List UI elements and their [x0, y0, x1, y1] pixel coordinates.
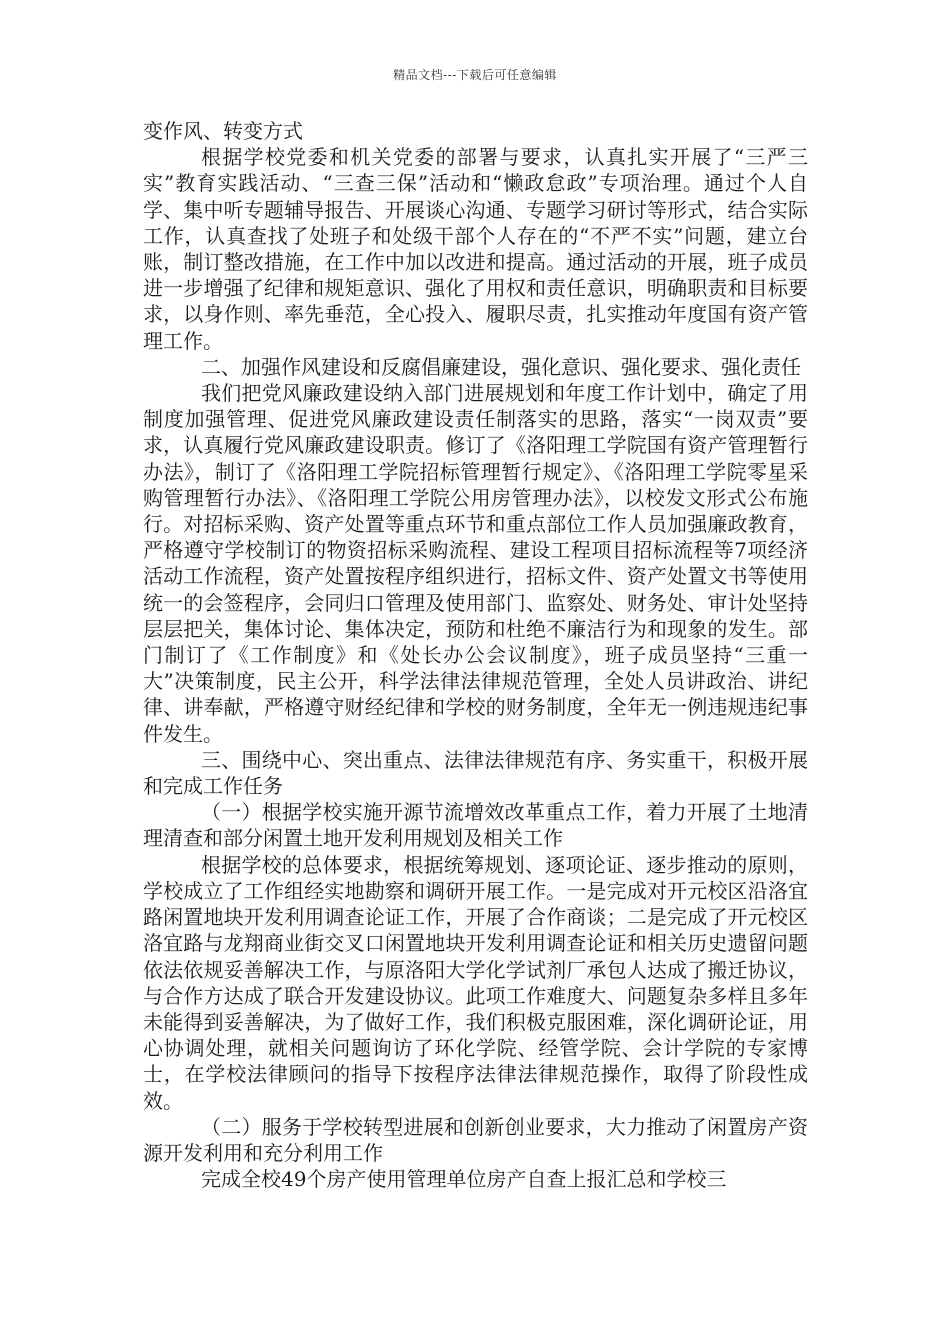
paragraph: 根据学校党委和机关党委的部署与要求，认真扎实开展了“三严三实”教育实践活动、“三查三保”活动和“懒政怠政”专项治理。通过个人自学、集中听专题辅导报告、开展谈心沟通、专题学习研讨等形式，结合实际工作，认真查找了处班子和处级干部个人存在的“不严不实”问题，建立台账，制订整改措施，在工作中加以改进和提高。通过活动的开展，班子成员进一步增强了纪律和规矩意识、强化了用权和责任意识，明确职责和目标要求，以身作则、率先垂范，全心投入、履职尽责，扎实推动年度国有资产管理工作。	[143, 145, 808, 353]
section-heading-3: 三、围绕中心、突出重点、法律法律规范有序、务实重干，积极开展和完成工作任务	[143, 747, 808, 799]
page-header: 精品文档---下载后可任意编辑	[393, 68, 557, 82]
subsection-heading-2: （二）服务于学校转型进展和创新创业要求，大力推动了闲置房产资源开发利用和充分利用工作	[143, 1114, 808, 1165]
paragraph: 完成全校49个房产使用管理单位房产自查上报汇总和学校三	[201, 1167, 727, 1192]
subsection-heading-1: （一）根据学校实施开源节流增效改革重点工作，着力开展了土地清理清查和部分闲置土地开发利用规划及相关工作	[143, 800, 808, 851]
section-heading-2: 二、加强作风建设和反腐倡廉建设，强化意识、强化要求、强化责任	[201, 354, 801, 379]
paragraph: 我们把党风廉政建设纳入部门进展规划和年度工作计划中，确定了用制度加强管理、促进党风廉政建设责任制落实的思路，落实“一岗双责”要求，认真履行党风廉政建设职责。修订了《洛阳理工学院国有资产管理暂行办法》，制订了《洛阳理工学院招标管理暂行规定》、《洛阳理工学院零星采购管理暂行办法》、《洛阳理工学院公用房管理办法》，以校发文形式公布施行。对招标采购、资产处置等重点环节和重点部位工作人员加强廉政教育，严格遵守学校制订的物资招标采购流程、建设工程项目招标流程等7项经济活动工作流程，资产处置按程序组织进行，招标文件、资产处置文书等使用统一的会签程序，会同归口管理及使用部门、监察处、财务处、审计处坚持层层把关，集体讨论、集体决定，预防和杜绝不廉洁行为和现象的发生。部门制订了《工作制度》和《处长办公会议制度》，班子成员坚持“三重一大”决策制度，民主公开，科学法律法律规范管理，全处人员讲政治、讲纪律、讲奉献，严格遵守财经纪律和学校的财务制度，全年无一例违规违纪事件发生。	[143, 381, 808, 746]
paragraph-continuation: 变作风、转变方式	[143, 119, 303, 143]
paragraph: 根据学校的总体要求，根据统筹规划、逐项论证、逐步推动的原则，学校成立了工作组经实地勘察和调研开展工作。一是完成对开元校区沿洛宜路闲置地块开发利用调查论证工作，开展了合作商谈；二是完成了开元校区洛宜路与龙翔商业街交叉口闲置地块开发利用调查论证和相关历史遗留问题依法依规妥善解决工作，与原洛阳大学化学试剂厂承包人达成了搬迁协议，与合作方达成了联合开发建设协议。此项工作难度大、问题复杂多样且多年未能得到妥善解决，为了做好工作，我们积极克服困难，深化调研论证，用心协调处理，就相关问题询访了环化学院、经管学院、会计学院的专家博士，在学校法律顾问的指导下按程序法律法律规范操作，取得了阶段性成效。	[143, 852, 808, 1113]
document-body	[143, 118, 808, 1192]
